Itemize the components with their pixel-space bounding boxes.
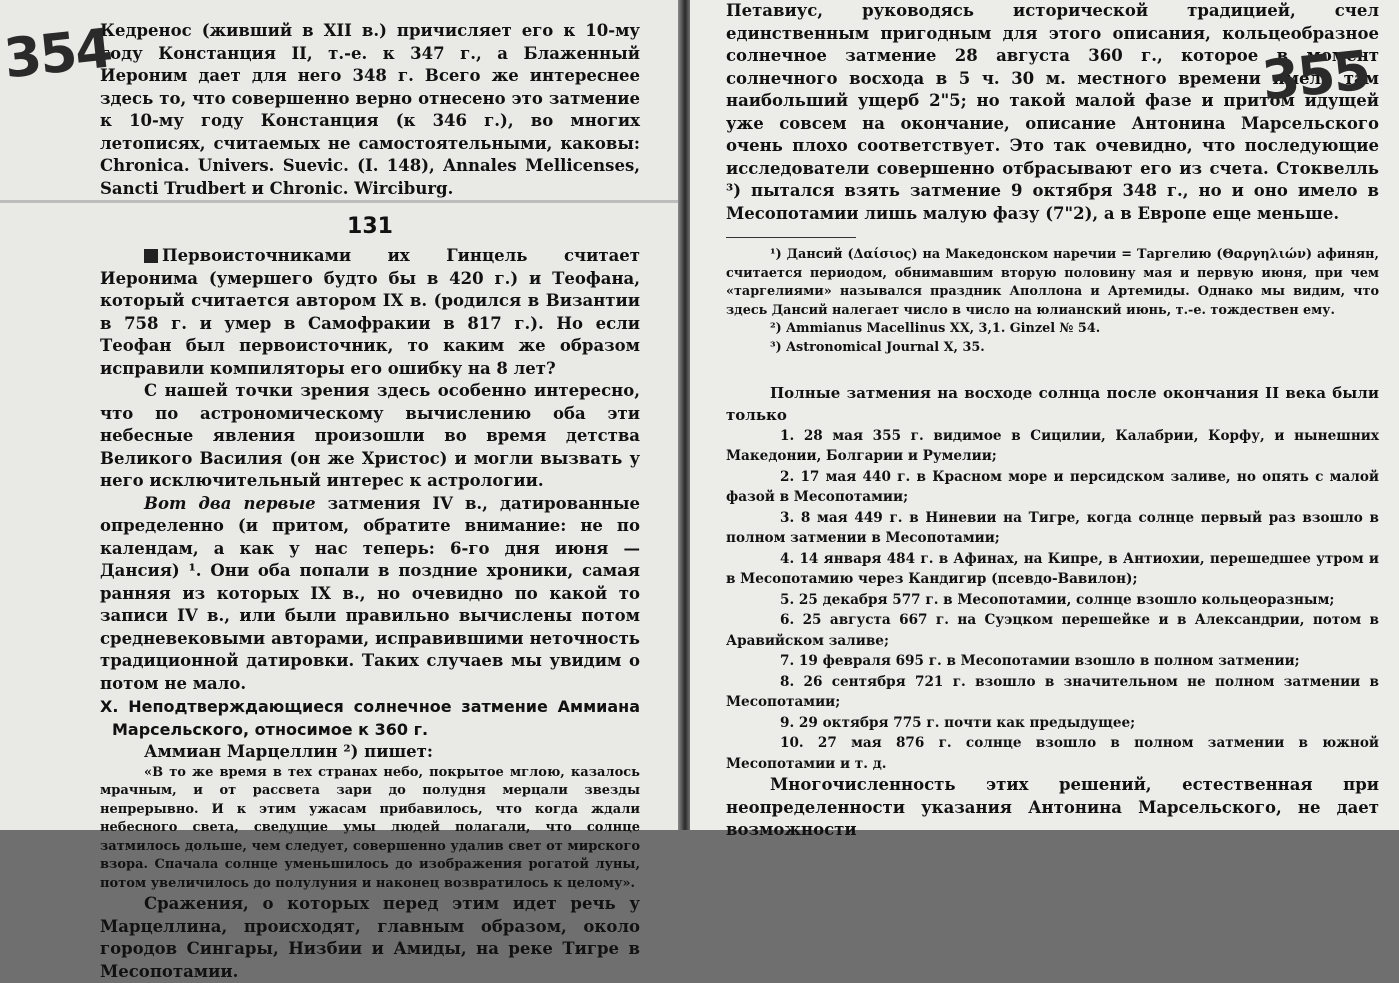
list-item: 4. 14 января 484 г. в Афинах, на Кипре, в Антиохии, перешедшее утром и в Месопотамию через Кандигир (псевдо-Вавилон);	[726, 550, 1379, 588]
quote-intro: Аммиан Марцеллин ²) пишет:	[144, 742, 433, 761]
section-heading: X. Неподтверждающиеся солнечное затмение Аммиана Марсельского, относимое к 360 г.	[100, 697, 640, 739]
footnote-1: ¹) Дансий (Δαίσιος) на Македонском наречии = Таргелию (Θαργηλιών) афинян, считается периодом, обнимавшим вторую половину мая и первую июня, при чем «таргелиями» назывался праздник Аполлона и Артемиды. Однако мы видим, что здесь Дансий налегает число в число на юлианский июнь, т.-е. тождествен ему.	[726, 247, 1379, 318]
continued-paragraph: Кедренос (живший в XII в.) причисляет его к 10-му году Констанция II, т.-е. к 347 г., а Блаженный Иероним дает для него 348 г. Всего же интереснее здесь то, что совершенно верно отнесено это затмение к 10-му году Констанция (к 346 г.), во многих летописях, считаемых не самостоятельными, каковы: Chronica. Univers. Suevic. (I. 148), Annales Mellicenses, Sancti Trudbert и Chronic. Wirciburg.	[100, 21, 640, 198]
list-item: 2. 17 мая 440 г. в Красном море и персидском заливе, но опять с малой фазой в Месопотамии;	[726, 468, 1379, 506]
list-heading: Полные затмения на восходе солнца после окончания II века были только	[726, 383, 1379, 424]
right-page	[690, 0, 1399, 840]
right-paragraph-top: Петавиус, руководясь исторической традицией, счел единственным пригодным для этого описания, кольцеобразное солнечное затмение 28 августа 360 г., которое в момент солнечного восхода в 5 ч. 30 м. местного времени имело там наибольший ущерб 2"5; но такой малой фазе и притом идущей уже совсем на окончание, описание Антонина Марсельского очень плохо соответствует. Это так очевидно, что последующие исследователи совершенно отбрасывают его из счета. Стоквелль ³) пытался взять затмение 9 октября 348 г., но и оно имело в Месопотамии лишь малую фазу (7"2), а в Европе еще меньше.	[726, 1, 1379, 223]
list-item: 5. 25 декабря 577 г. в Месопотамии, солнце взошло кольцеоразным;	[780, 591, 1335, 608]
paragraph-battles: Сражения, о которых перед этим идет речь у Марцеллина, происходят, главным образом, около городов Сингары, Низбии и Амиды, на реке Тигре в Месопотамии.	[100, 894, 640, 981]
paragraph-sources: Первоисточниками их Гинцель считает Иеронима (умершего будто бы в 420 г.) и Теофана, который считается автором IX в. (родился в Византии в 758 г. и умер в Самофракии в 817 г.). Но если Теофан был первоисточник, то каким же образом исправили компиляторы его ошибку на 8 лет?	[100, 246, 640, 378]
paragraph-two-eclipses: Вот два первые затмения IV в., датированные определенно (и притом, обратите внимание: не по календам, а как у нас теперь: 6-го дня июня — Дансия) ¹. Они оба попали в поздние хроники, самая ранняя из которых IX в., но очевидно по какой то записи IV в., или были правильно вычислены потом средневековыми авторами, исправившими неточность традиционной датировки. Таких случаев мы увидим о потом не мало.	[100, 493, 640, 693]
paragraph-astronomy: С нашей точки зрения здесь особенно интересно, что по астрономическому вычислению оба эти небесные явления произошли во время детства Великого Василия (он же Христос) и могли вызвать у него исключительный интерес к астрологии.	[100, 381, 640, 490]
footnote-2: ²) Ammianus Macellinus XX, 3,1. Ginzel № 54.	[770, 321, 1101, 337]
list-item: 7. 19 февраля 695 г. в Месопотамии взошло в полном затмении;	[780, 653, 1300, 670]
closing-paragraph: Многочисленность этих решений, естественная при неопределенности указания Антонина Марсельского, не дает возможности	[726, 775, 1379, 840]
list-item: 1. 28 мая 355 г. видимое в Сицилии, Калабрии, Корфу, и нынешних Македонии, Болгарии и Румелии;	[726, 427, 1379, 465]
list-item: 8. 26 сентября 721 г. взошло в значительном не полном затмении в Месопотамии;	[726, 673, 1379, 711]
list-item: 3. 8 мая 449 г. в Ниневии на Тигре, когда солнце первый раз взошло в полном затмении в Месопотамии;	[726, 509, 1379, 547]
page-number: 131	[347, 214, 393, 239]
ammianus-quote: «В то же время в тех странах небо, покрытое мглою, казалось мрачным, и от рассвета зари до полудня мерцали звезды непрерывно. И к этим ужасам прибавилось, что когда ждали небесного света, сведущие умы людей полагали, что солнце затмилось дольше, чем следует, совершенно удалив свет от мирского взора. Спачала солнце уменьшилось до изображения рогатой луны, потом увеличилось до полулуния и наконец возвратилось к целому».	[100, 764, 640, 891]
page-fold-line	[0, 200, 680, 203]
handwritten-page-note-right: 355	[1258, 38, 1372, 113]
list-item: 10. 27 мая 876 г. солнце взошло в полном затмении в южной Месопотамии и т. д.	[726, 735, 1379, 772]
eclipse-list	[726, 426, 1379, 775]
list-item: 6. 25 августа 667 г. на Суэцком перешейке и в Александрии, потом в Аравийском заливе;	[726, 612, 1379, 649]
handwritten-page-note-left: 354	[0, 16, 114, 91]
footnote-rule	[726, 237, 856, 238]
footnote-3: ³) Astronomical Journal X, 35.	[770, 339, 985, 355]
left-page	[0, 0, 680, 981]
ink-mark-icon	[144, 249, 158, 263]
list-item: 9. 29 октября 775 г. почти как предыдущее;	[780, 714, 1136, 731]
